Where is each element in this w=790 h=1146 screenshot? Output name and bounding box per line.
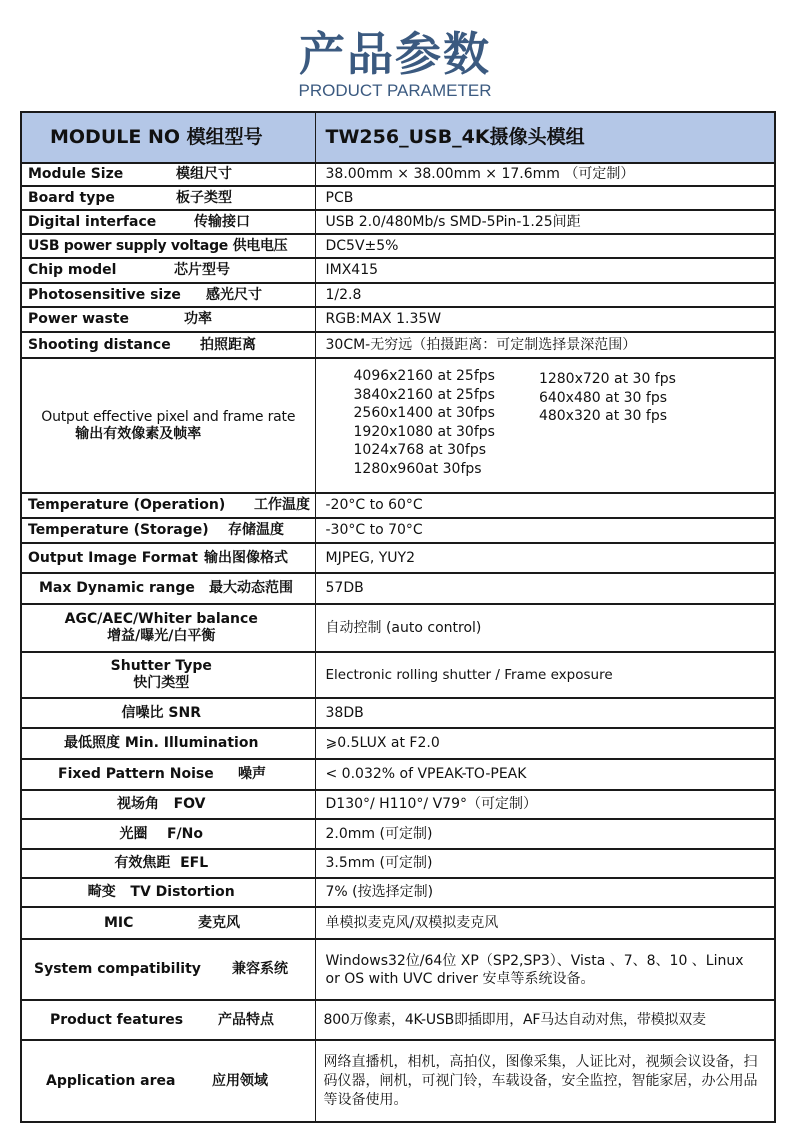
table-row-chip-model <box>21 258 775 283</box>
row-value: D130°/ H110°/ V79°（可定制） <box>315 790 775 819</box>
row-label-en: Output Image Format <box>28 549 198 566</box>
row-value: 38DB <box>315 698 775 728</box>
row-label-cn: 存储温度 <box>228 522 284 538</box>
module-no-label: MODULE NO 模组型号 <box>21 112 315 163</box>
row-value: < 0.032% of VPEAK-TO-PEAK <box>315 759 775 790</box>
row-value: 57DB <box>315 573 775 604</box>
row-label-en: Photosensitive size <box>28 286 181 303</box>
resolution-item: 2560x1400 at 30fps <box>353 405 495 421</box>
row-label-en: Module Size <box>28 166 124 182</box>
row-label-cn: 产品特点 <box>218 1011 274 1028</box>
table-row-module-size <box>21 163 775 186</box>
row-value: 1/2.8 <box>315 283 775 307</box>
table-row-mic <box>21 907 775 939</box>
row-label-en: Product features <box>50 1011 184 1028</box>
row-label-cn: 感光尺寸 <box>206 286 262 303</box>
resolution-item: 4096x2160 at 25fps <box>353 368 495 384</box>
table-header-row <box>21 112 775 163</box>
table-row-output-image-format <box>21 543 775 573</box>
row-value: 2.0mm (可定制) <box>315 819 775 849</box>
row-label-en: System compatibility <box>34 961 201 977</box>
page-subtitle: PRODUCT PARAMETER <box>298 81 492 100</box>
row-label-cn: 兼容系统 <box>232 961 288 977</box>
table-row-board-type <box>21 186 775 210</box>
table-row-temperature-operation <box>21 493 775 518</box>
row-value: PCB <box>315 186 775 210</box>
row-value: IMX415 <box>315 258 775 283</box>
table-row-shooting-distance <box>21 332 775 358</box>
row-value: 38.00mm × 38.00mm × 17.6mm （可定制） <box>315 163 775 186</box>
row-label-en: Digital interface <box>28 213 157 230</box>
table-row-power-supply-voltage <box>21 234 775 258</box>
row-label-en: Chip model <box>28 262 117 278</box>
row-label: 信噪比 SNR <box>21 698 315 728</box>
row-value: 7% (按选择定制) <box>315 878 775 907</box>
row-value: DC5V±5% <box>315 234 775 258</box>
table-row-max-dynamic-range <box>21 573 775 604</box>
row-value: 800万像素，4K-USB即插即用，AF马达自动对焦，带模拟双麦 <box>315 1000 775 1040</box>
row-label-en: Application area <box>46 1072 176 1089</box>
row-label: 畸变 TV Distortion <box>21 878 315 907</box>
page-title: 产品参数 <box>299 27 491 81</box>
table-row-fixed-pattern-noise <box>21 759 775 790</box>
table-row-photosensitive-size <box>21 283 775 307</box>
row-label-cn: 快门类型 <box>133 675 190 691</box>
row-value: 网络直播机，相机，高拍仪，图像采集，人证比对，视频会议设备，扫码仪器，闸机，可视门铃，车载设备，安全监控，智能家居，办公用品等设备使用。 <box>315 1040 775 1122</box>
table-row-tv-distortion <box>21 878 775 907</box>
resolution-list <box>326 367 769 478</box>
row-label-cn: 麦克风 <box>198 914 240 931</box>
resolution-column-right <box>539 367 676 478</box>
table-row-digital-interface <box>21 210 775 234</box>
row-label: 视场角 FOV <box>21 790 315 819</box>
row-label: 最低照度 Min. Illumination <box>21 728 315 759</box>
row-label-en: USB power supply voltage <box>28 237 228 254</box>
row-label-en: Shooting distance <box>28 336 171 353</box>
row-label: 有效焦距 EFL <box>21 849 315 878</box>
row-label-cn: 工作温度 <box>254 497 310 513</box>
table-row-product-features <box>21 1000 775 1040</box>
product-parameter-table <box>20 111 776 1123</box>
resolution-item: 1280x720 at 30 fps <box>538 371 676 387</box>
row-label-en: Shutter Type <box>110 658 212 674</box>
resolution-column-left <box>354 367 495 478</box>
row-label-en: Power waste <box>28 311 129 327</box>
row-label-en: Board type <box>28 189 115 206</box>
resolution-item: 1280x960at 30fps <box>353 460 482 477</box>
table-row-output-pixel-frame-rate <box>21 358 775 493</box>
row-label-en: Fixed Pattern Noise <box>58 766 214 782</box>
row-label-cn: 拍照距离 <box>200 336 256 353</box>
row-value: RGB:MAX 1.35W <box>315 307 775 332</box>
table-row-application-area <box>21 1040 775 1122</box>
table-row-min-illumination <box>21 728 775 759</box>
resolution-item: 640x480 at 30 fps <box>538 389 668 406</box>
row-value: 30CM-无穷远（拍摄距离：可定制选择景深范围） <box>315 332 775 358</box>
row-value: 3.5mm (可定制) <box>315 849 775 878</box>
table-row-power-waste <box>21 307 775 332</box>
row-value: ⩾0.5LUX at F2.0 <box>315 728 775 759</box>
resolution-item: 480x320 at 30 fps <box>538 408 668 424</box>
row-value: 自动控制 (auto control) <box>315 604 775 652</box>
table-row-fov <box>21 790 775 819</box>
row-label-cn: 供电电压 <box>232 237 288 254</box>
row-label-cn: 功率 <box>184 311 212 327</box>
table-row-efl <box>21 849 775 878</box>
module-no-value: TW256_USB_4K摄像头模组 <box>315 112 775 163</box>
row-label-en: Output effective pixel and frame rate <box>41 408 296 425</box>
row-label: 光圈 F/No <box>21 819 315 849</box>
row-label-en: Max Dynamic range <box>39 580 195 596</box>
row-label-cn: 芯片型号 <box>174 262 230 278</box>
row-value: Windows32位/64位 XP（SP2,SP3）、Vista 、7、8、10 、Linux or OS with UVC driver 安卓等系统设备。 <box>315 939 775 1000</box>
table-row-agc-aec-white-balance <box>21 604 775 652</box>
row-label-en: MIC <box>104 914 134 931</box>
resolution-item: 1920x1080 at 30fps <box>353 423 495 440</box>
row-label-cn: 增益/曝光/白平衡 <box>107 628 216 644</box>
resolution-item: 3840x2160 at 25fps <box>353 386 495 403</box>
row-value: MJPEG, YUY2 <box>315 543 775 573</box>
row-label-cn: 板子类型 <box>176 189 232 206</box>
row-value: USB 2.0/480Mb/s SMD-5Pin-1.25间距 <box>315 210 775 234</box>
row-label-cn: 模组尺寸 <box>176 166 232 182</box>
row-label-cn: 应用领域 <box>212 1072 268 1089</box>
row-label-cn: 输出图像格式 <box>204 549 288 566</box>
row-label-cn: 噪声 <box>238 766 266 782</box>
table-row-aperture <box>21 819 775 849</box>
row-label-cn: 输出有效像素及帧率 <box>75 425 202 442</box>
table-row-temperature-storage <box>21 518 775 543</box>
row-label-en: Temperature (Storage) <box>28 522 209 538</box>
row-label-en: AGC/AEC/Whiter balance <box>64 611 258 627</box>
row-value: Electronic rolling shutter / Frame exposure <box>315 652 775 698</box>
row-value: -30°C to 70°C <box>315 518 775 543</box>
table-row-shutter-type <box>21 652 775 698</box>
row-label-en: Temperature (Operation) <box>28 497 226 513</box>
table-row-system-compatibility <box>21 939 775 1000</box>
row-value: 单模拟麦克风/双模拟麦克风 <box>315 907 775 939</box>
row-label-cn: 最大动态范围 <box>209 580 293 596</box>
row-label-cn: 传输接口 <box>194 213 250 230</box>
resolution-item: 1024x768 at 30fps <box>353 442 487 458</box>
row-value: -20°C to 60°C <box>315 493 775 518</box>
table-row-snr <box>21 698 775 728</box>
